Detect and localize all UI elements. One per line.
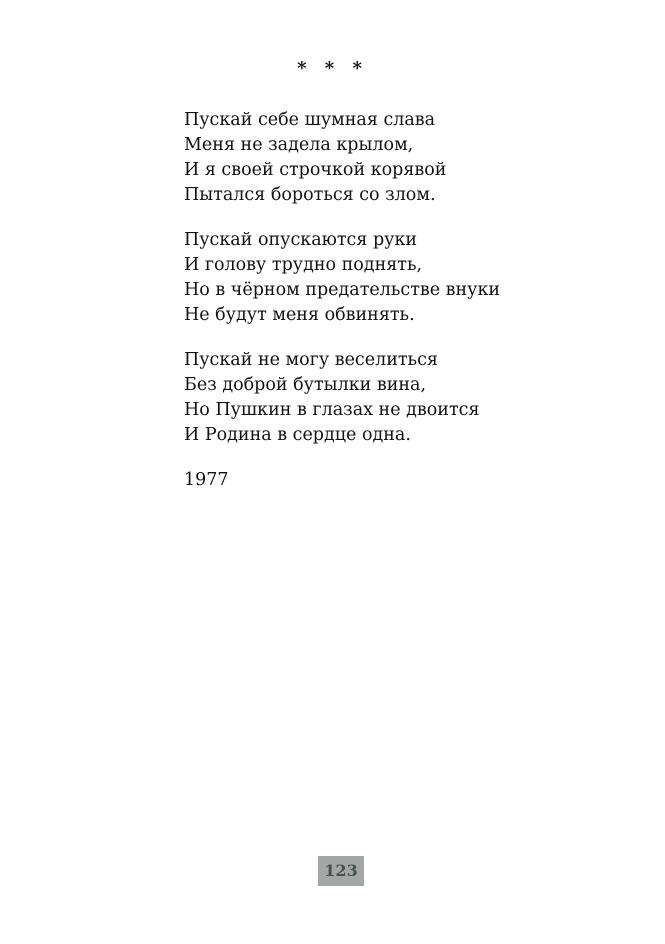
poem-line: Меня не задела крылом, (184, 135, 414, 155)
page-number: 123 (318, 856, 364, 886)
poem-line: И Родина в сердце одна. (184, 425, 411, 445)
poem-line: Пытался бороться со злом. (184, 185, 436, 205)
poem-line: Пускай не могу веселиться (184, 350, 438, 370)
poem-line: Пускай опускаются руки (184, 230, 418, 250)
poem-line: Но Пушкин в глазах не двоится (184, 400, 480, 420)
section-separator: * * * (297, 58, 368, 79)
poem-line: Без доброй бутылки вина, (184, 375, 427, 395)
poem-line: Не будут меня обвинять. (184, 305, 415, 325)
poem-line: Но в чёрном предательстве внуки (184, 280, 501, 300)
poem-year: 1977 (184, 470, 229, 490)
poem (184, 108, 624, 493)
stanza-3 (184, 348, 624, 448)
stanza-1 (184, 108, 624, 208)
poem-line: И голову трудно поднять, (184, 255, 423, 275)
stanza-2 (184, 228, 624, 328)
poem-line: И я своей строчкой корявой (184, 160, 447, 180)
poem-line: Пускай себе шумная слава (184, 110, 436, 130)
